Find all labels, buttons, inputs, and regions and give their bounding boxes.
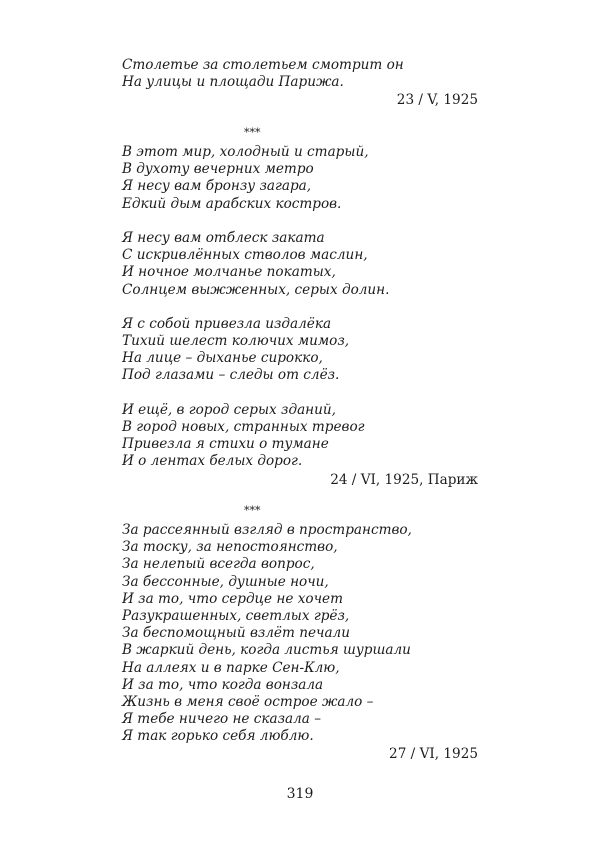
verse-line: На лице – дыханье сирокко, [122,350,323,367]
verse-line: Жизнь в меня своё острое жало – [122,693,374,710]
verse-line: И за то, что сердце не хочет [122,590,343,607]
verse-line: За тоску, за непостоянство, [122,539,338,556]
verse-line: В этот мир, холодный и старый, [122,144,369,160]
verse-line: И ещё, в город серых зданий, [122,401,336,418]
page-number: 319 [286,786,314,802]
poem-3 [122,504,478,763]
verse-line: На улицы и площади Парижа. [122,74,344,91]
verse-line: И ночное молчанье покатых, [122,264,336,281]
verse-line: Я тебе ничего не сказала – [122,711,322,728]
section-separator: *** [244,504,261,517]
verse-line: За беспомощный взлёт печали [122,625,350,642]
verse-line: И за то, что когда вонзала [122,676,324,693]
poem-1 [122,57,478,109]
verse-line: Столетье за столетьем смотрит он [122,57,404,73]
verse-line: Я несу вам отблеск заката [122,229,325,246]
verse-line: И о лентах белых дорог. [122,453,303,470]
verse-line: Разукрашенных, светлых грёз, [122,607,350,624]
verse-line: За нелепый всегда вопрос, [122,556,315,573]
verse-line: В город новых, странных тревог [122,419,365,435]
verse-line: Тихий шелест колючих мимоз, [122,333,350,350]
verse-line: Я так горько себя люблю. [122,728,314,745]
verse-line: На аллеях и в парке Сен-Клю, [122,659,340,676]
verse-line: С искривлённых стволов маслин, [122,247,368,264]
verse-line: В духоту вечерних метро [122,161,314,178]
poem-date: 23 / V, 1925 [396,92,478,109]
verse-line: Я несу вам бронзу загара, [122,178,312,195]
poem-date: 24 / VI, 1925, Париж [330,471,478,488]
poem-2 [122,126,478,489]
verse-line: Под глазами – следы от слёз. [122,367,340,384]
verse-line: Привезла я стихи о тумане [122,436,329,453]
verse-line: Я с собой привезла издалёка [122,315,332,332]
verse-line: Солнцем выжженных, серых долин. [122,281,390,298]
poem-date: 27 / VI, 1925 [389,746,478,763]
verse-line: Едкий дым арабских костров. [122,195,342,212]
verse-line: За бессонные, душные ночи, [122,573,329,590]
section-separator: *** [244,126,261,139]
verse-line: За рассеянный взгляд в пространство, [122,522,412,538]
verse-line: В жаркий день, когда листья шуршали [122,642,411,659]
